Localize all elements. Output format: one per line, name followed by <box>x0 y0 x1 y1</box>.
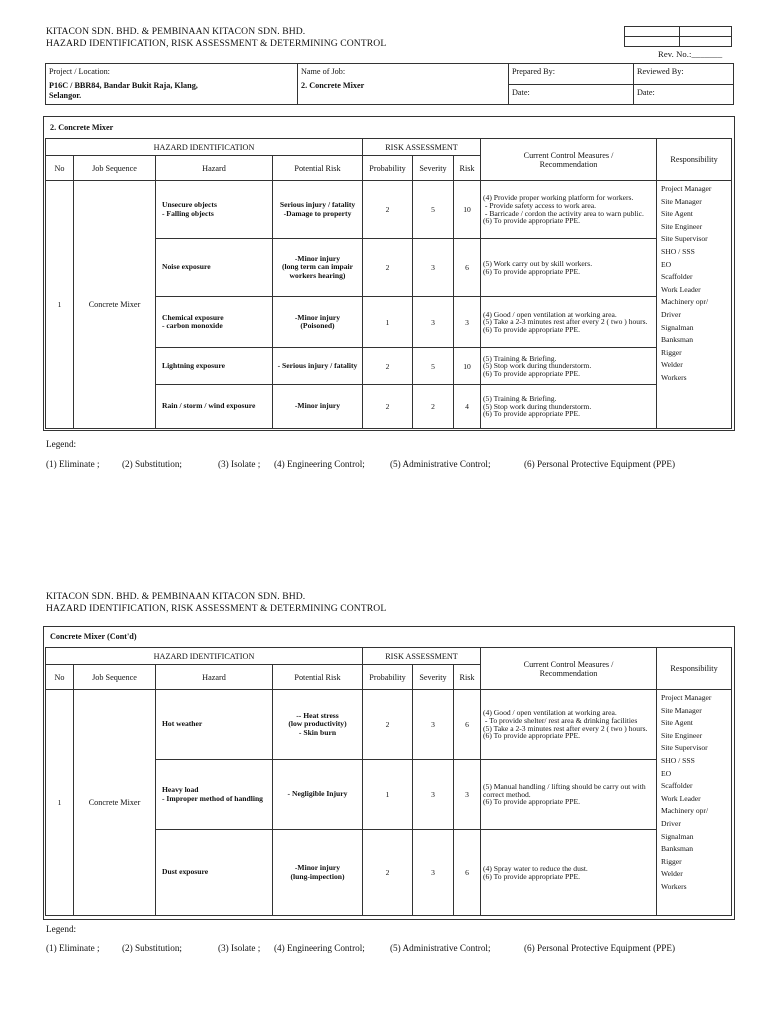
responsibility-item: Workers <box>661 372 687 382</box>
control-measures-cell <box>481 181 657 239</box>
responsibility-item: Project Manager <box>661 184 712 193</box>
probability-header: Probability <box>363 156 413 181</box>
project-info-table <box>45 63 734 105</box>
responsibility-item: Scaffolder <box>661 781 693 791</box>
legend-item: (2) Substitution; <box>122 943 182 953</box>
potential-risk-line: (long term can impair <box>281 262 354 272</box>
revision-box <box>624 26 732 47</box>
responsibility-item: Rigger <box>661 347 682 357</box>
responsibility-item: Work Leader <box>661 793 701 803</box>
probability-value: 2 <box>363 348 413 385</box>
legend-item: (1) Eliminate ; <box>46 943 100 953</box>
responsibility-item: Signalman <box>661 831 694 841</box>
responsibility-item: Banksman <box>661 844 694 854</box>
potential-risk-cell <box>273 830 363 916</box>
job-name: 2. Concrete Mixer <box>301 81 365 90</box>
potential-risk-line: - Skin burn <box>298 727 337 737</box>
potential-risk-cell <box>273 297 363 348</box>
potential-risk-line: Serious injury / fatality <box>279 200 356 209</box>
risk-assessment-header: RISK ASSESSMENT <box>363 139 481 156</box>
hazard-line: Chemical exposure <box>162 312 224 322</box>
severity-value: 5 <box>413 348 454 385</box>
hazard-cell <box>156 690 273 760</box>
legend-2 <box>46 942 675 954</box>
reviewed-date-label: Date: <box>634 84 734 105</box>
no-header: No <box>46 665 74 690</box>
potential-risk-line: (low productivity) <box>288 719 347 729</box>
control-line: (5) Training & Briefing. <box>483 353 557 363</box>
control-line: (6) To provide appropriate PPE. <box>483 266 581 276</box>
responsibility-item: SHO / SSS <box>661 246 695 256</box>
control-measures-cell <box>481 830 657 916</box>
job-sequence: Concrete Mixer <box>74 181 156 429</box>
probability-value: 2 <box>363 239 413 297</box>
legend-item: (6) Personal Protective Equipment (PPE) <box>524 459 676 469</box>
potential-risk-cell <box>273 239 363 297</box>
potential-risk-line: -Minor injury <box>294 863 341 872</box>
section-title-2: Concrete Mixer (Cont'd) <box>50 632 137 641</box>
control-line: (6) To provide appropriate PPE. <box>483 409 581 419</box>
row-number: 1 <box>46 690 74 916</box>
risk-assessment-table-1 <box>45 138 732 429</box>
hazard-line: - carbon monoxide <box>162 321 223 330</box>
potential-risk-line: - Serious injury / fatality <box>277 360 358 370</box>
control-line: - To provide shelter/ rest area & drinking facilities <box>483 715 638 725</box>
responsibility-item: SHO / SSS <box>661 755 695 765</box>
control-measures-cell <box>481 385 657 429</box>
legend-item: (4) Engineering Control; <box>274 943 365 953</box>
responsibility-list <box>657 690 732 916</box>
control-line: (5) Stop work during thunderstorm. <box>483 361 592 371</box>
control-measures-cell <box>481 239 657 297</box>
legend-item: (5) Administrative Control; <box>390 459 491 469</box>
control-line: (5) Take a 2-3 minutes rest after every 2 ( two ) hours. <box>483 317 648 327</box>
hazard-cell <box>156 760 273 830</box>
hazard-line: Heavy load <box>162 785 199 794</box>
hazard-line: Rain / storm / wind exposure <box>162 401 256 411</box>
prepared-date-label: Date: <box>509 84 634 105</box>
potential-risk-cell <box>273 385 363 429</box>
risk-value: 6 <box>454 239 481 297</box>
responsibility-item: Site Supervisor <box>661 743 708 753</box>
control-measures-cell <box>481 297 657 348</box>
responsibility-item: Site Agent <box>661 718 693 728</box>
legend-title-2: Legend: <box>46 924 77 934</box>
potential-risk-line: -Damage to property <box>283 208 352 218</box>
potential-risk-cell <box>273 348 363 385</box>
hazard-line: Hot weather <box>162 719 203 729</box>
company-name: KITACON SDN. BHD. & PEMBINAAN KITACON SDN. BHD. <box>46 26 306 37</box>
hazard-header: Hazard <box>156 665 273 690</box>
responsibility-item: Banksman <box>661 335 694 345</box>
no-header: No <box>46 156 74 181</box>
risk-value: 10 <box>454 348 481 385</box>
control-line: (5) Training & Briefing. <box>483 394 557 404</box>
probability-value: 1 <box>363 760 413 830</box>
potential-risk-line: -Minor injury <box>294 401 341 411</box>
potential-risk-line: (Poisoned) <box>300 321 335 330</box>
responsibility-item: EO <box>661 768 672 778</box>
risk-assessment-table-2 <box>45 647 732 916</box>
risk-header: Risk <box>454 156 481 181</box>
hazard-cell <box>156 830 273 916</box>
responsibility-item: Workers <box>661 881 687 891</box>
control-measures-header: Current Control Measures / Recommendation <box>481 139 657 181</box>
potential-risk-line: (lung-impection) <box>290 871 345 881</box>
severity-header: Severity <box>413 665 454 690</box>
severity-value: 3 <box>413 239 454 297</box>
hazard-cell <box>156 181 273 239</box>
hazard-line: Noise exposure <box>162 262 211 272</box>
potential-risk-cell <box>273 690 363 760</box>
control-line: (5) Manual handling / lifting should be carry out with <box>483 782 646 792</box>
potential-risk-cell <box>273 181 363 239</box>
potential-risk-line: -Minor injury <box>294 312 341 322</box>
project-location: P16C / BBR84, Bandar Bukit Raja, Klang, Selangor. <box>49 81 198 100</box>
hazard-cell <box>156 297 273 348</box>
responsibility-item: Signalman <box>661 322 694 332</box>
hazard-line: Lightning exposure <box>162 360 225 370</box>
control-line: (6) To provide appropriate PPE. <box>483 216 581 226</box>
hazard-cell <box>156 239 273 297</box>
project-label: Project / Location: <box>49 67 110 76</box>
responsibility-list <box>657 181 732 429</box>
legend-title-1: Legend: <box>46 439 77 449</box>
potential-risk-cell <box>273 760 363 830</box>
control-line: (4) Spray water to reduce the dust. <box>483 863 588 873</box>
responsibility-item: Driver <box>661 309 681 319</box>
risk-value: 3 <box>454 297 481 348</box>
legend-item: (5) Administrative Control; <box>390 943 491 953</box>
severity-header: Severity <box>413 156 454 181</box>
hazard-line: - Improper method of handling <box>162 793 263 803</box>
responsibility-item: EO <box>661 259 672 269</box>
reviewed-by-label: Reviewed By: <box>634 64 734 85</box>
legend-item: (3) Isolate ; <box>218 943 261 953</box>
legend-item: (4) Engineering Control; <box>274 459 365 469</box>
document-title-2: HAZARD IDENTIFICATION, RISK ASSESSMENT & DETERMINING CONTROL <box>46 603 387 614</box>
risk-value: 10 <box>454 181 481 239</box>
severity-value: 2 <box>413 385 454 429</box>
job-name-label: Name of Job: <box>301 67 346 76</box>
job-sequence-header: Job Sequence <box>74 665 156 690</box>
responsibility-item: Site Manager <box>661 196 702 206</box>
control-line: (5) Work carry out by skill workers. <box>483 258 593 268</box>
probability-value: 2 <box>363 385 413 429</box>
prepared-by-label: Prepared By: <box>509 64 634 85</box>
severity-value: 3 <box>413 830 454 916</box>
responsibility-header: Responsibility <box>657 139 732 181</box>
hazard-line: Unsecure objects <box>162 200 217 209</box>
responsibility-item: Rigger <box>661 856 682 866</box>
control-line: (6) To provide appropriate PPE. <box>483 324 581 334</box>
risk-assessment-header: RISK ASSESSMENT <box>363 648 481 665</box>
table-row <box>46 181 732 239</box>
severity-value: 5 <box>413 181 454 239</box>
responsibility-item: Site Supervisor <box>661 234 708 244</box>
control-line: (5) Stop work during thunderstorm. <box>483 401 592 411</box>
severity-value: 3 <box>413 297 454 348</box>
job-sequence-header: Job Sequence <box>74 156 156 181</box>
risk-value: 3 <box>454 760 481 830</box>
revision-number: Rev. No.:_______ <box>658 49 723 59</box>
probability-header: Probability <box>363 665 413 690</box>
control-line: (6) To provide appropriate PPE. <box>483 871 581 881</box>
legend-item: (6) Personal Protective Equipment (PPE) <box>524 943 676 953</box>
responsibility-item: Welder <box>661 360 683 370</box>
company-name-2: KITACON SDN. BHD. & PEMBINAAN KITACON SDN. BHD. <box>46 591 306 602</box>
control-line: (6) To provide appropriate PPE. <box>483 731 581 741</box>
legend-item: (3) Isolate ; <box>218 459 261 469</box>
severity-value: 3 <box>413 760 454 830</box>
hazard-identification-header: HAZARD IDENTIFICATION <box>46 139 363 156</box>
control-line: (4) Provide proper working platform for workers. <box>483 193 634 203</box>
potential-risk-header: Potential Risk <box>273 156 363 181</box>
table-row <box>46 690 732 760</box>
control-measures-cell <box>481 348 657 385</box>
responsibility-item: Scaffolder <box>661 272 693 282</box>
control-line: (6) To provide appropriate PPE. <box>483 797 581 807</box>
responsibility-item: Machinery opr/ <box>661 806 709 816</box>
section-title-1: 2. Concrete Mixer <box>50 123 114 132</box>
risk-value: 4 <box>454 385 481 429</box>
hazard-line: Dust exposure <box>162 867 209 877</box>
risk-value: 6 <box>454 690 481 760</box>
responsibility-item: Driver <box>661 818 681 828</box>
probability-value: 1 <box>363 297 413 348</box>
probability-value: 2 <box>363 830 413 916</box>
responsibility-item: Site Manager <box>661 705 702 715</box>
potential-risk-line: - Negligible Injury <box>287 789 348 799</box>
legend-item: (1) Eliminate ; <box>46 459 100 469</box>
legend-item: (2) Substitution; <box>122 459 182 469</box>
hazard-cell <box>156 348 273 385</box>
responsibility-item: Site Agent <box>661 209 693 219</box>
responsibility-header: Responsibility <box>657 648 732 690</box>
document-title: HAZARD IDENTIFICATION, RISK ASSESSMENT & DETERMINING CONTROL <box>46 38 387 49</box>
control-line: (6) To provide appropriate PPE. <box>483 368 581 378</box>
control-line: - Barricade / cordon the activity area to warn public. <box>483 208 644 218</box>
responsibility-item: Site Engineer <box>661 221 703 231</box>
control-line: (4) Good / open ventilation at working area. <box>483 708 617 718</box>
legend-1 <box>46 458 675 470</box>
control-line: correct method. <box>483 789 531 799</box>
potential-risk-header: Potential Risk <box>273 665 363 690</box>
potential-risk-line: workers hearing) <box>289 270 346 280</box>
hazard-cell <box>156 385 273 429</box>
responsibility-item: Machinery opr/ <box>661 297 709 307</box>
control-measures-cell <box>481 690 657 760</box>
risk-value: 6 <box>454 830 481 916</box>
job-sequence: Concrete Mixer <box>74 690 156 916</box>
hazard-identification-header: HAZARD IDENTIFICATION <box>46 648 363 665</box>
hazard-header: Hazard <box>156 156 273 181</box>
probability-value: 2 <box>363 690 413 760</box>
responsibility-item: Project Manager <box>661 693 712 702</box>
row-number: 1 <box>46 181 74 429</box>
control-line: (5) Take a 2-3 minutes rest after every 2 ( two ) hours. <box>483 723 648 733</box>
control-line: (4) Good / open ventilation at working area. <box>483 309 617 319</box>
probability-value: 2 <box>363 181 413 239</box>
responsibility-item: Work Leader <box>661 284 701 294</box>
severity-value: 3 <box>413 690 454 760</box>
control-measures-header: Current Control Measures / Recommendation <box>481 648 657 690</box>
risk-header: Risk <box>454 665 481 690</box>
responsibility-item: Site Engineer <box>661 730 703 740</box>
control-line: - Provide safety access to work area. <box>483 200 597 210</box>
potential-risk-line: -- Heat stress <box>296 710 339 720</box>
hazard-line: - Falling objects <box>162 208 214 218</box>
responsibility-item: Welder <box>661 869 683 879</box>
potential-risk-line: -Minor injury <box>294 253 341 263</box>
control-measures-cell <box>481 760 657 830</box>
